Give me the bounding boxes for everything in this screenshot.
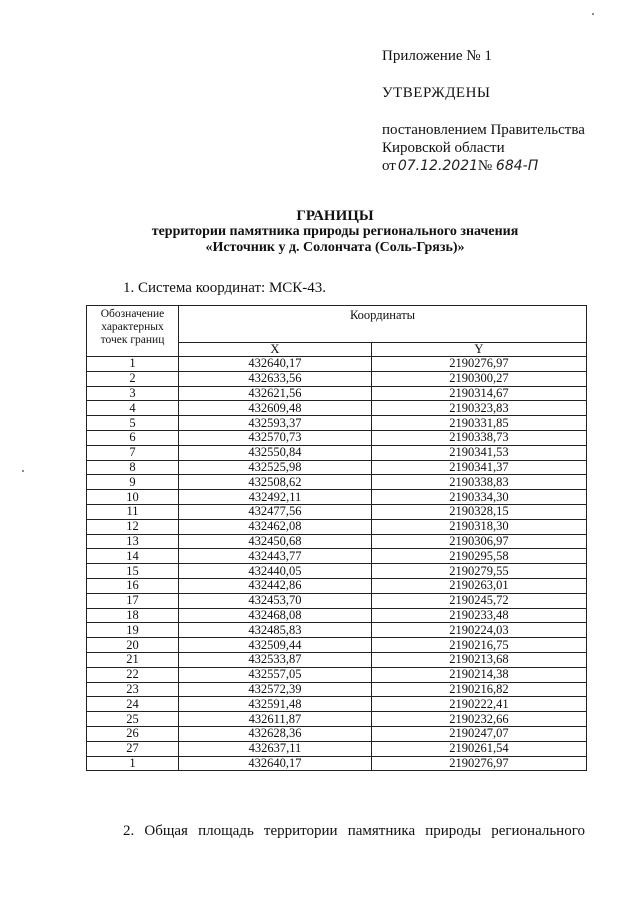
- table-row: [87, 490, 587, 505]
- document-heading: [90, 208, 580, 256]
- x-coordinate-cell: 432593,37: [179, 416, 372, 431]
- handwritten-number: 684-П: [495, 158, 539, 174]
- x-coordinate-cell: 432443,77: [179, 549, 372, 564]
- y-coordinate-cell: 2190279,55: [371, 564, 586, 579]
- y-coordinate-cell: 2190216,75: [371, 638, 586, 653]
- table-row: [87, 593, 587, 608]
- y-coordinate-cell: 2190338,73: [371, 430, 586, 445]
- region-text: Кировской области: [382, 140, 505, 156]
- x-coordinate-cell: 432525,98: [179, 460, 372, 475]
- y-coordinate-cell: 2190323,83: [371, 401, 586, 416]
- heading-subtitle: территории памятника природы регионального значения: [151, 224, 519, 239]
- y-coordinate-cell: 2190300,27: [371, 371, 586, 386]
- number-label: №: [477, 158, 493, 174]
- y-coordinate-cell: 2190224,03: [371, 623, 586, 638]
- y-coordinate-cell: 2190222,41: [371, 697, 586, 712]
- point-number-cell: 5: [87, 416, 179, 431]
- point-number-cell: 17: [87, 593, 179, 608]
- point-number-cell: 24: [87, 697, 179, 712]
- table-row: [87, 697, 587, 712]
- approved-label: УТВЕРЖДЕНЫ: [382, 85, 491, 101]
- x-coordinate-cell: 432440,05: [179, 564, 372, 579]
- x-coordinate-cell: 432628,36: [179, 726, 372, 741]
- table-row: [87, 549, 587, 564]
- y-coordinate-cell: 2190276,97: [371, 357, 586, 372]
- x-coordinate-cell: 432492,11: [179, 490, 372, 505]
- table-row: [87, 519, 587, 534]
- point-number-cell: 4: [87, 401, 179, 416]
- table-row: [87, 652, 587, 667]
- point-number-cell: 13: [87, 534, 179, 549]
- x-coordinate-cell: 432533,87: [179, 652, 372, 667]
- coordinates-table: [86, 305, 587, 771]
- y-coordinate-cell: 2190334,30: [371, 490, 586, 505]
- y-coordinate-cell: 2190232,66: [371, 712, 586, 727]
- point-number-cell: 7: [87, 445, 179, 460]
- y-column-header: Y: [371, 343, 586, 357]
- x-column-header: X: [179, 343, 372, 357]
- point-number-cell: 10: [87, 490, 179, 505]
- x-coordinate-cell: 432468,08: [179, 608, 372, 623]
- point-number-cell: 1: [87, 756, 179, 771]
- point-number-cell: 22: [87, 667, 179, 682]
- appendix-number: Приложение № 1: [382, 48, 492, 64]
- x-coordinate-cell: 432509,44: [179, 638, 372, 653]
- point-number-cell: 1: [87, 357, 179, 372]
- x-coordinate-cell: 432640,17: [179, 756, 372, 771]
- x-coordinate-cell: 432637,11: [179, 741, 372, 756]
- point-number-cell: 12: [87, 519, 179, 534]
- y-coordinate-cell: 2190341,53: [371, 445, 586, 460]
- point-number-cell: 27: [87, 741, 179, 756]
- point-number-cell: 11: [87, 504, 179, 519]
- coordinates-body: [87, 357, 587, 771]
- point-number-cell: 16: [87, 578, 179, 593]
- point-number-cell: 23: [87, 682, 179, 697]
- y-coordinate-cell: 2190214,38: [371, 667, 586, 682]
- area-paragraph: 2. Общая площадь территории памятника природы регионального: [123, 823, 585, 839]
- x-coordinate-cell: 432570,73: [179, 430, 372, 445]
- heading-title: ГРАНИЦЫ: [296, 208, 374, 224]
- point-number-cell: 2: [87, 371, 179, 386]
- y-coordinate-cell: 2190295,58: [371, 549, 586, 564]
- point-number-cell: 8: [87, 460, 179, 475]
- table-row: [87, 726, 587, 741]
- table-row: [87, 534, 587, 549]
- table-row: [87, 667, 587, 682]
- x-coordinate-cell: 432477,56: [179, 504, 372, 519]
- point-number-cell: 6: [87, 430, 179, 445]
- decree-text: постановлением Правительства: [382, 122, 585, 138]
- table-row: [87, 357, 587, 372]
- table-row: [87, 504, 587, 519]
- point-number-cell: 9: [87, 475, 179, 490]
- point-number-cell: 18: [87, 608, 179, 623]
- point-number-cell: 14: [87, 549, 179, 564]
- table-row: [87, 430, 587, 445]
- x-coordinate-cell: 432640,17: [179, 357, 372, 372]
- x-coordinate-cell: 432508,62: [179, 475, 372, 490]
- heading-object-name: «Источник у д. Солончата (Соль-Грязь)»: [205, 240, 465, 255]
- x-coordinate-cell: 432450,68: [179, 534, 372, 549]
- coordinates-header: Координаты: [179, 306, 587, 343]
- point-number-cell: 21: [87, 652, 179, 667]
- x-coordinate-cell: 432591,48: [179, 697, 372, 712]
- y-coordinate-cell: 2190247,07: [371, 726, 586, 741]
- y-coordinate-cell: 2190263,01: [371, 578, 586, 593]
- table-row: [87, 682, 587, 697]
- table-row: [87, 460, 587, 475]
- x-coordinate-cell: 432621,56: [179, 386, 372, 401]
- table-row: [87, 445, 587, 460]
- x-coordinate-cell: 432609,48: [179, 401, 372, 416]
- table-row: [87, 608, 587, 623]
- y-coordinate-cell: 2190245,72: [371, 593, 586, 608]
- y-coordinate-cell: 2190233,48: [371, 608, 586, 623]
- table-row: [87, 623, 587, 638]
- x-coordinate-cell: 432453,70: [179, 593, 372, 608]
- y-coordinate-cell: 2190261,54: [371, 741, 586, 756]
- table-row: [87, 401, 587, 416]
- point-number-cell: 26: [87, 726, 179, 741]
- date-prefix: от: [382, 158, 396, 174]
- y-coordinate-cell: 2190338,83: [371, 475, 586, 490]
- date-number-line: [382, 157, 538, 175]
- y-coordinate-cell: 2190331,85: [371, 416, 586, 431]
- table-row: [87, 371, 587, 386]
- x-coordinate-cell: 432550,84: [179, 445, 372, 460]
- point-number-cell: 25: [87, 712, 179, 727]
- table-row: [87, 475, 587, 490]
- table-row: [87, 416, 587, 431]
- y-coordinate-cell: 2190276,97: [371, 756, 586, 771]
- points-column-header: Обозначение характерных точек границ: [87, 306, 179, 357]
- y-coordinate-cell: 2190314,67: [371, 386, 586, 401]
- y-coordinate-cell: 2190213,68: [371, 652, 586, 667]
- y-coordinate-cell: 2190341,37: [371, 460, 586, 475]
- y-coordinate-cell: 2190318,30: [371, 519, 586, 534]
- table-row: [87, 386, 587, 401]
- table-row: [87, 712, 587, 727]
- table-row: [87, 638, 587, 653]
- handwritten-date: 07.12.2021: [397, 158, 479, 174]
- scan-speck: [22, 470, 24, 472]
- y-coordinate-cell: 2190328,15: [371, 504, 586, 519]
- x-coordinate-cell: 432572,39: [179, 682, 372, 697]
- x-coordinate-cell: 432611,87: [179, 712, 372, 727]
- x-coordinate-cell: 432462,08: [179, 519, 372, 534]
- x-coordinate-cell: 432633,56: [179, 371, 372, 386]
- point-number-cell: 19: [87, 623, 179, 638]
- table-row: [87, 578, 587, 593]
- point-number-cell: 15: [87, 564, 179, 579]
- table-row: [87, 564, 587, 579]
- coordinate-system-text: 1. Система координат: МСК-43.: [123, 280, 327, 296]
- table-row: [87, 741, 587, 756]
- y-coordinate-cell: 2190306,97: [371, 534, 586, 549]
- x-coordinate-cell: 432485,83: [179, 623, 372, 638]
- table-row: [87, 756, 587, 771]
- scan-speck: [592, 13, 594, 15]
- x-coordinate-cell: 432557,05: [179, 667, 372, 682]
- y-coordinate-cell: 2190216,82: [371, 682, 586, 697]
- point-number-cell: 3: [87, 386, 179, 401]
- x-coordinate-cell: 432442,86: [179, 578, 372, 593]
- point-number-cell: 20: [87, 638, 179, 653]
